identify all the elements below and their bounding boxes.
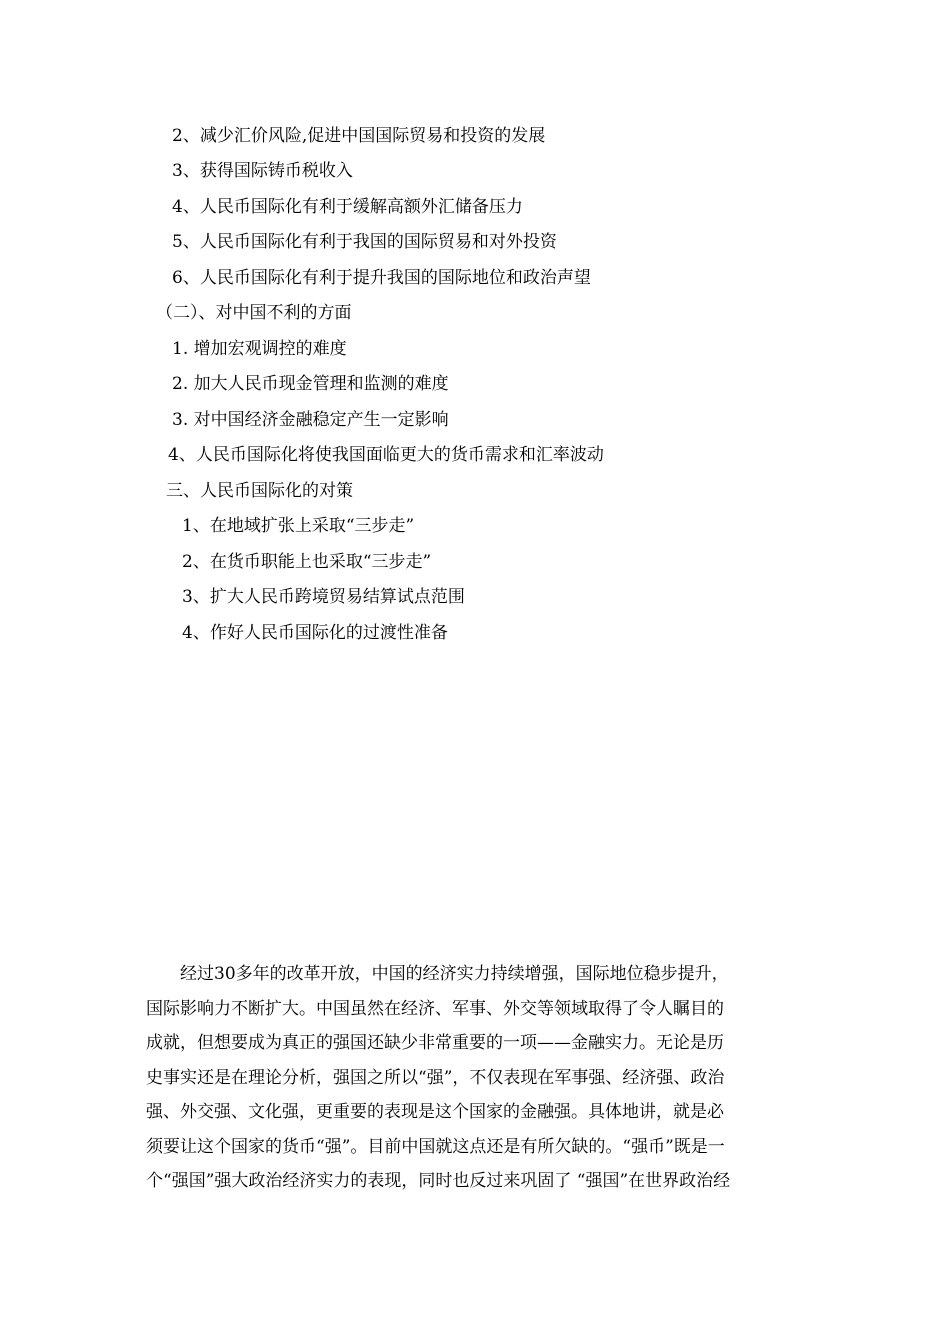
- outline-item: 4、人民币国际化将使我国面临更大的货币需求和汇率波动: [168, 445, 604, 465]
- outline-item: 3、扩大人民币跨境贸易结算试点范围: [182, 587, 465, 607]
- body-line: 个“强国”强大政治经济实力的表现，同时也反过来巩固了 “强国”在世界政治经: [146, 1171, 731, 1191]
- outline-item: 2、在货币职能上也采取“三步走”: [182, 552, 432, 572]
- body-line: 史事实还是在理论分析，强国之所以“强”，不仅表现在军事强、经济强、政治: [146, 1067, 725, 1088]
- outline-item: 2. 加大人民币现金管理和监测的难度: [172, 374, 449, 394]
- body-paragraph: [146, 957, 812, 1199]
- outline-item: 6、人民币国际化有利于提升我国的国际地位和政治声望: [172, 268, 591, 288]
- outline-item: 3、获得国际铸币税收入: [172, 161, 353, 181]
- outline-item: 3. 对中国经济金融稳定产生一定影响: [172, 410, 449, 430]
- outline-item: 4、人民币国际化有利于缓解高额外汇储备压力: [172, 197, 523, 217]
- body-line: 成就，但想要成为真正的强国还缺少非常重要的一项——金融实力。无论是历: [146, 1033, 724, 1053]
- section-heading: 三、人民币国际化的对策: [166, 481, 353, 501]
- outline-item: 1、在地域扩张上采取“三步走”: [182, 516, 415, 536]
- outline-item: 2、减少汇价风险,促进中国国际贸易和投资的发展: [172, 126, 546, 146]
- body-line: 经过30多年的改革开放，中国的经济实力持续增强，国际地位稳步提升，: [180, 964, 729, 984]
- body-line: 国际影响力不断扩大。中国虽然在经济、军事、外交等领域取得了令人瞩目的: [146, 998, 724, 1019]
- body-line: 强、外交强、文化强，更重要的表现是这个国家的金融强。具体地讲，就是必: [146, 1102, 724, 1122]
- outline-item: 4、作好人民币国际化的过渡性准备: [182, 623, 448, 643]
- section-heading: （二）、对中国不利的方面: [156, 303, 352, 323]
- outline-item: 5、人民币国际化有利于我国的国际贸易和对外投资: [172, 232, 557, 252]
- outline-item: 1. 增加宏观调控的难度: [172, 339, 347, 359]
- body-line: 须要让这个国家的货币“强”。目前中国就这点还是有所欠缺的。“强币”既是一: [146, 1136, 725, 1157]
